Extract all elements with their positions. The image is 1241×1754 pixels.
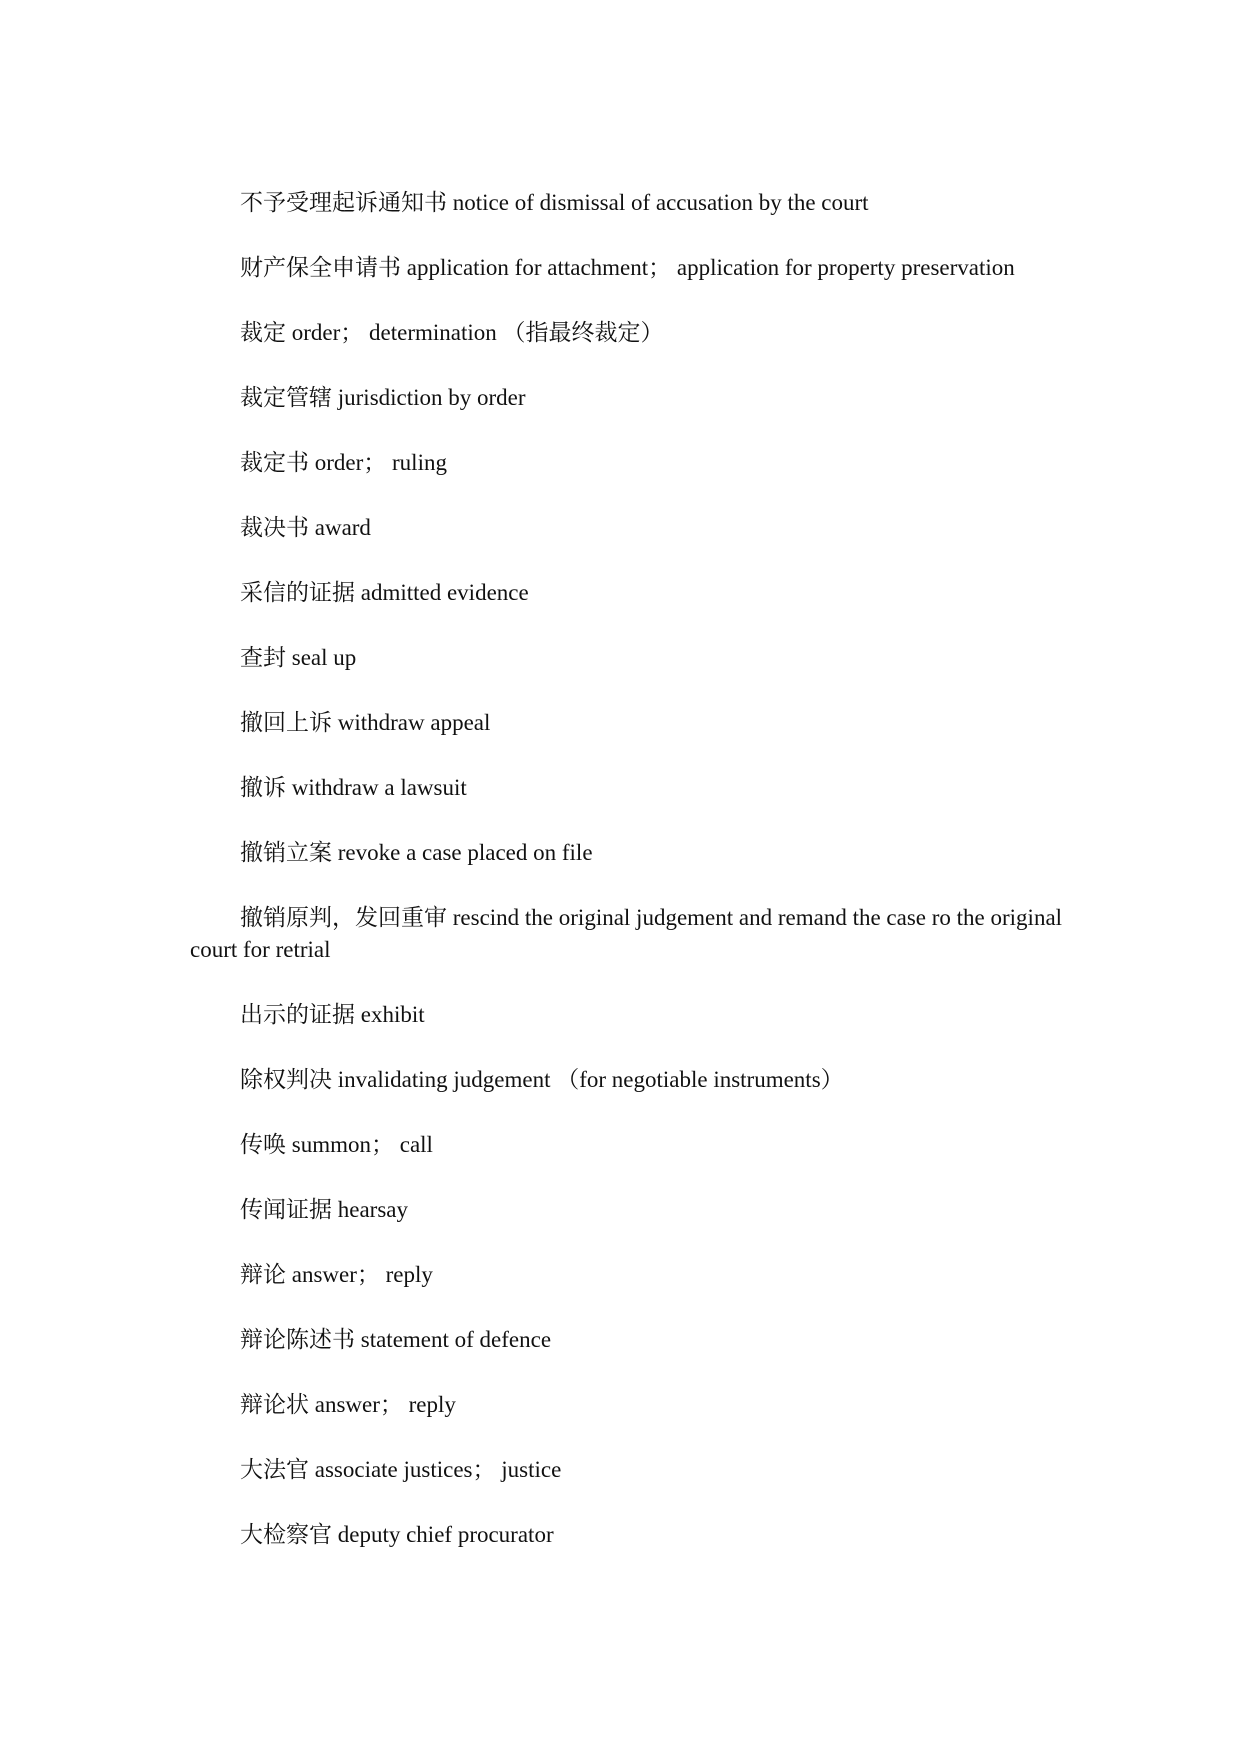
glossary-entry: 裁决书 award xyxy=(240,515,371,540)
glossary-entry: 传闻证据 hearsay xyxy=(240,1197,408,1222)
glossary-entry: 辩论状 answer； reply xyxy=(240,1392,456,1417)
glossary-entry: 撤销原判，发回重审 rescind the original judgement and remand the case ro the original court for retrial xyxy=(190,905,1063,962)
glossary-entry: 辩论 answer； reply xyxy=(240,1262,433,1287)
glossary-entry: 查封 seal up xyxy=(240,645,357,670)
glossary-entry: 不予受理起诉通知书 notice of dismissal of accusation by the court xyxy=(240,190,869,215)
glossary-entry: 撤诉 withdraw a lawsuit xyxy=(240,775,467,800)
glossary-list xyxy=(190,187,1065,1584)
glossary-entry: 大法官 associate justices； justice xyxy=(240,1457,562,1482)
glossary-entry: 财产保全申请书 application for attachment； application for property preservation xyxy=(240,255,1015,280)
glossary-entry: 裁定 order； determination （指最终裁定） xyxy=(240,320,664,345)
glossary-entry: 除权判决 invalidating judgement （for negotiable instruments） xyxy=(240,1067,844,1092)
glossary-entry: 撤回上诉 withdraw appeal xyxy=(240,710,491,735)
glossary-entry: 裁定管辖 jurisdiction by order xyxy=(240,385,526,410)
glossary-entry: 撤销立案 revoke a case placed on file xyxy=(240,840,593,865)
glossary-entry: 出示的证据 exhibit xyxy=(240,1002,425,1027)
glossary-entry: 采信的证据 admitted evidence xyxy=(240,580,529,605)
glossary-entry: 裁定书 order； ruling xyxy=(240,450,447,475)
glossary-entry: 辩论陈述书 statement of defence xyxy=(240,1327,552,1352)
glossary-entry: 大检察官 deputy chief procurator xyxy=(240,1522,554,1547)
glossary-entry: 传唤 summon； call xyxy=(240,1132,433,1157)
